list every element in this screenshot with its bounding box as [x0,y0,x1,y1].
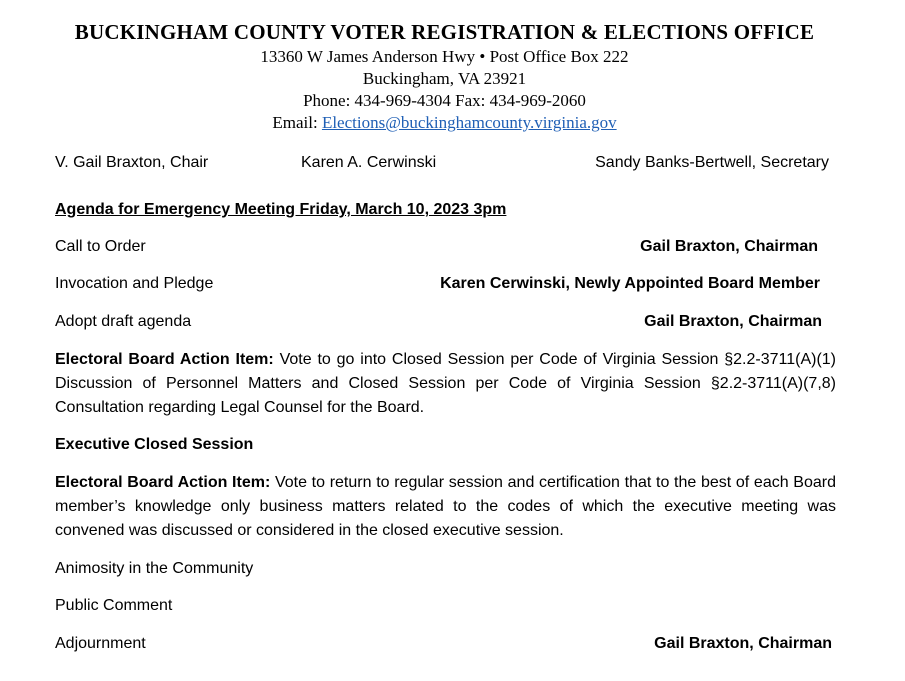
email-line [0,112,897,134]
agenda-title: Agenda for Emergency Meeting Friday, March 10, 2023 3pm [55,201,507,218]
agenda-item [55,594,835,618]
letterhead [0,18,905,134]
member-secretary: Sandy Banks-Bertwell, Secretary [595,154,829,171]
agenda-heading-row [55,198,835,222]
agenda-item [55,272,835,296]
closed-session-heading: Executive Closed Session [55,436,254,453]
agenda-item [55,310,835,334]
agenda-item [55,632,835,656]
address-line-1: 13360 W James Anderson Hwy • Post Office Box 222 [260,47,629,66]
agenda-item [55,235,835,259]
email-link[interactable]: Elections@buckinghamcounty.virginia.gov [321,113,617,132]
board-members [55,154,835,178]
action-item-lead: Electoral Board Action Item: [55,351,274,368]
office-title: BUCKINGHAM COUNTY VOTER REGISTRATION & ELECTIONS OFFICE [74,20,815,44]
email-label: Email: [272,113,322,132]
agenda-item-presenter: Gail Braxton, Chairman [640,238,818,255]
phone-fax-line: Phone: 434-969-4304 Fax: 434-969-2060 [303,91,586,110]
closed-session-row [55,433,835,457]
member-karen: Karen A. Cerwinski [301,154,437,171]
agenda-item [55,557,835,581]
action-item-return-session [55,471,836,543]
address-line-2: Buckingham, VA 23921 [362,69,527,88]
action-item-closed-session [55,348,836,420]
action-item-text: Vote to go into Closed Session per Code of Virginia Session §2.2-3711(A)(1) Discussion of Personnel Matters and Closed Session per Code of Virginia Session §2.2-3711(A)(7,8) Consultation regarding Legal Counsel for the Board. [55,351,836,416]
agenda-item-presenter: Gail Braxton, Chairman [654,635,832,652]
agenda-item-label: Public Comment [55,597,173,614]
agenda-item-label: Adjournment [55,635,146,652]
agenda-item-label: Animosity in the Community [55,560,254,577]
agenda-item-presenter: Karen Cerwinski, Newly Appointed Board Member [440,275,820,292]
action-item-text: Vote to return to regular session and certification that to the best of each Board member’s knowledge only business matters related to the codes of which the executive meeting was convened was discussed or considered in the closed executive session. [55,474,836,539]
agenda-item-presenter: Gail Braxton, Chairman [644,313,822,330]
agenda-item-label: Call to Order [55,238,146,255]
action-item-lead: Electoral Board Action Item: [55,474,271,491]
agenda-item-label: Invocation and Pledge [55,275,214,292]
agenda-item-label: Adopt draft agenda [55,313,192,330]
member-chair: V. Gail Braxton, Chair [55,154,209,171]
